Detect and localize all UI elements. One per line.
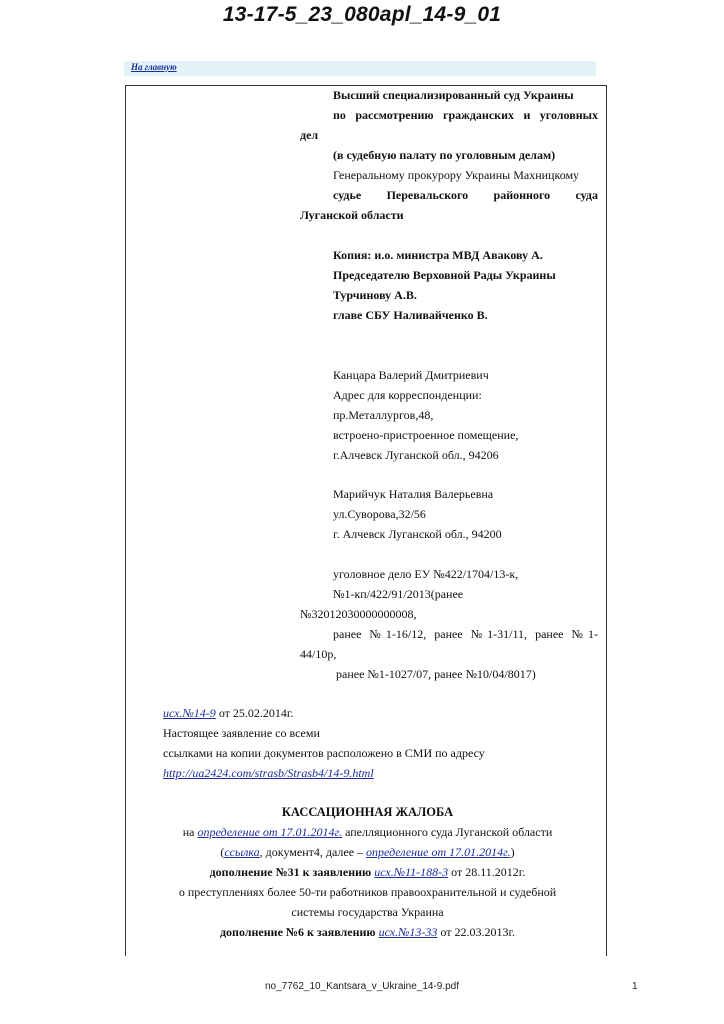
complaint-line-1 bbox=[140, 822, 595, 842]
complaint-source-link[interactable]: ссылка bbox=[224, 845, 260, 859]
sender-2-name: Марийчук Наталия Валерьевна bbox=[333, 487, 494, 501]
complaint-line-2 bbox=[140, 842, 595, 862]
judge-line-1: судье Перевальского районного суда bbox=[333, 188, 598, 202]
copy-block bbox=[300, 245, 598, 325]
complaint-line-2-post: ) bbox=[510, 845, 515, 859]
addressees-block bbox=[300, 85, 598, 165]
prosecutor-line: Генеральному прокурору Украины Махницкому bbox=[333, 168, 580, 182]
case-line-2: №1-кп/422/91/2013(ранее bbox=[333, 587, 464, 601]
case-line-1: уголовное дело ЕУ №422/1704/13-к, bbox=[333, 567, 519, 581]
complaint-line-6-post: от 22.03.2013г. bbox=[437, 925, 516, 939]
complaint-line-3-post: от 28.11.2012г. bbox=[448, 865, 526, 879]
sender-1-block bbox=[300, 365, 598, 465]
complaint-line-4: о преступлениях более 50-ти работников правоохранительной и судебной bbox=[178, 885, 557, 899]
outgoing-ref-date: от 25.02.2014г. bbox=[215, 706, 294, 720]
footer-filename: no_7762_10_Kantsara_v_Ukraine_14-9.pdf bbox=[264, 981, 460, 992]
prosecutor-block bbox=[300, 165, 598, 185]
outgoing-note-1: Настоящее заявление со всеми bbox=[163, 726, 320, 740]
judge-line-2: Луганской области bbox=[300, 208, 404, 222]
sender-2-block bbox=[300, 484, 598, 544]
complaint-line-1-post: апелляционного суда Луганской области bbox=[342, 825, 553, 839]
case-line-4: ранее №1-16/12, ранее №1-31/11, ранее №1- bbox=[333, 627, 598, 641]
case-block bbox=[300, 564, 598, 684]
copy-line-4: главе СБУ Наливайченко В. bbox=[333, 308, 488, 322]
page-title: 13-17-5_23_080apl_14-9_01 bbox=[222, 3, 502, 26]
complaint-line-3 bbox=[140, 862, 595, 882]
sender-1-line-2: пр.Металлургов,48, bbox=[333, 408, 434, 422]
complaint-line-2-mid: , документ4, далее – bbox=[259, 845, 367, 859]
complaint-line-1-pre: на bbox=[182, 825, 198, 839]
nav-bar bbox=[124, 61, 596, 76]
outgoing-block bbox=[163, 703, 603, 783]
copy-line-3: Турчинову А.В. bbox=[333, 288, 417, 302]
complaint-line-6-pre: дополнение №6 к заявлению bbox=[219, 925, 379, 939]
complaint-statement-link-1[interactable]: исх.№11-188-3 bbox=[374, 865, 449, 879]
complaint-line-6 bbox=[140, 922, 595, 942]
sender-1-name: Канцара Валерий Дмитриевич bbox=[333, 368, 489, 382]
judge-block bbox=[300, 185, 598, 225]
sender-2-line-2: г. Алчевск Луганской обл., 94200 bbox=[333, 527, 502, 541]
court-line-3: дел bbox=[300, 128, 319, 142]
sender-2-line-1: ул.Суворова,32/56 bbox=[333, 507, 426, 521]
outgoing-ref bbox=[163, 703, 603, 723]
complaint-line-2-pre: ( bbox=[220, 845, 225, 859]
copy-line-1: Копия: и.о. министра МВД Авакову А. bbox=[333, 248, 543, 262]
case-line-5: 44/10р, bbox=[300, 647, 337, 661]
sender-1-line-3: встроено-пристроенное помещение, bbox=[333, 428, 519, 442]
outgoing-ref-link[interactable]: исх.№14-9 bbox=[163, 706, 216, 720]
copy-line-2: Председателю Верховной Рады Украины bbox=[333, 268, 556, 282]
sender-1-line-4: г.Алчевск Луганской обл., 94206 bbox=[333, 448, 499, 462]
sender-1-line-1: Адрес для корреспонденции: bbox=[333, 388, 482, 402]
complaint-statement-link-2[interactable]: исх.№13-33 bbox=[378, 925, 438, 939]
court-line-4: (в судебную палату по уголовным делам) bbox=[333, 148, 556, 162]
outgoing-url-link[interactable]: http://ua2424.com/strasb/Strasb4/14-9.html bbox=[163, 766, 374, 780]
complaint-line-5: системы государства Украина bbox=[291, 905, 444, 919]
footer-page-number: 1 bbox=[632, 981, 638, 992]
complaint-decision-link[interactable]: определение от 17.01.2014г. bbox=[197, 825, 343, 839]
court-line-2: по рассмотрению гражданских и уголовных bbox=[333, 108, 598, 122]
home-link[interactable]: На главную bbox=[131, 62, 177, 72]
complaint-line-3-pre: дополнение №31 к заявлению bbox=[209, 865, 375, 879]
complaint-decision-link-2[interactable]: определение от 17.01.2014г. bbox=[366, 845, 511, 859]
case-line-6: ранее №1-1027/07, ранее №10/04/8017) bbox=[336, 667, 536, 681]
case-line-3: №32012030000000008, bbox=[300, 607, 417, 621]
outgoing-note-2: ссылками на копии документов расположено в СМИ по адресу bbox=[163, 746, 485, 760]
court-line-1: Высший специализированный суд Украины bbox=[333, 88, 574, 102]
complaint-title: КАССАЦИОННАЯ ЖАЛОБА bbox=[281, 805, 454, 819]
